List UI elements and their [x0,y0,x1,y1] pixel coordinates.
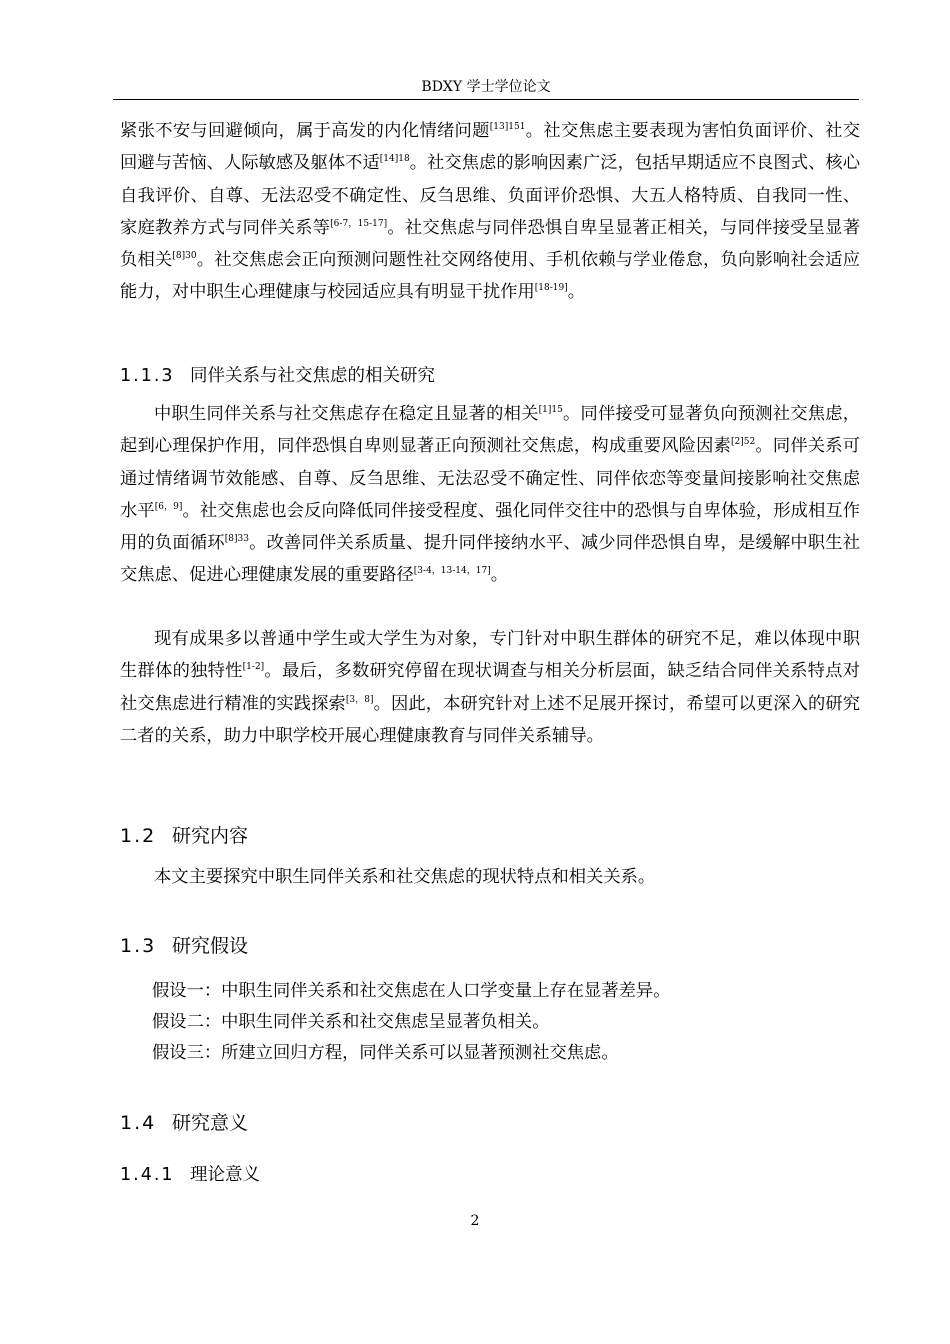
section-heading-1-4-1 [120,1163,260,1187]
hypothesis-2: 假设二：中职生同伴关系和社交焦虑呈显著负相关。 [152,1012,550,1032]
section-number: 1.3 [120,935,157,957]
citation-marker: [2]52 [731,437,756,448]
section-number: 1.1.3 [120,366,175,386]
section-number: 1.4.1 [120,1165,175,1185]
text-run: 。因此，本研究针对上述不足展开探讨，希望可以更深入的研究二者的关系，助力中职学校开展心理健康教育与同伴关系辅导。 [120,693,860,746]
text-run: 本文主要探究中职生同伴关系和社交焦虑的现状特点和相关关系。 [154,867,656,887]
text-run: 。社交焦虑会正向预测问题性社交网络使用、手机依赖与学业倦怠，负向影响社会适应能力，对中职生心理健康与校园适应具有明显干扰作用 [120,250,860,303]
running-header: BDXY 学士学位论文 [421,79,551,95]
text-run: 。社交焦虑的影响因素广泛，包括早期适应不良图式、核心自我评价、自尊、无法忍受不确定性、反刍思维、负面评价恐惧、大五人格特质、自我同一性、家庭教养方式与同伴关系等 [120,153,860,238]
citation-marker: [18-19] [534,283,568,294]
text-run: 。社交焦虑主要表现为害怕负面评价、社交回避与苦恼、人际敏感及躯体不适 [120,121,860,174]
section-number: 1.2 [120,825,157,847]
section-heading-1-4 [120,1110,248,1136]
hypothesis-3: 假设三：所建立回归方程，同伴关系可以显著预测社交焦虑。 [152,1043,619,1063]
section-heading-1-3 [120,933,248,959]
citation-marker: [3，8] [345,694,374,705]
paragraph-research-gap [120,623,860,752]
text-run: 。改善同伴关系质量、提升同伴接纳水平、减少同伴恐惧自卑，是缓解中职生社交焦虑、促进心理健康发展的重要路径 [120,533,860,586]
citation-marker: [1]15 [538,405,563,415]
paragraph-social-anxiety-overview [120,115,860,309]
text-run: 中职生同伴关系与社交焦虑存在稳定且显著的相关 [154,404,539,424]
citation-marker: [8]33 [224,534,249,545]
paragraph-research-content [120,861,860,893]
citation-marker: [3-4，13-14，17] [413,566,491,577]
section-title: 同伴关系与社交焦虑的相关研究 [190,366,435,386]
citation-marker: [6，9] [154,501,183,512]
section-heading-1-1-3 [120,364,435,388]
text-run: 。社交焦虑与同伴恐惧自卑呈显著正相关，与同伴接受呈显著负相关 [120,217,860,271]
hypothesis-1: 假设一：中职生同伴关系和社交焦虑在人口学变量上存在显著差异。 [152,981,671,1001]
citation-marker: [14]18 [379,154,410,165]
citation-marker: [6-7，15-17] [330,218,388,229]
citation-marker: [13]151 [489,122,526,132]
page-number: 2 [470,1213,480,1229]
section-title: 研究意义 [172,1112,249,1134]
citation-marker: [1-2] [242,662,265,673]
text-run: 。 [490,565,509,586]
section-number: 1.4 [120,1112,157,1134]
section-title: 研究内容 [172,825,249,847]
header-rule [113,99,859,100]
text-run: 。社交焦虑也会反向降低同伴接受程度、强化同伴交往中的恐惧与自卑体验，形成相互作用的负面循环 [120,500,860,554]
text-run: 紧张不安与回避倾向，属于高发的内化情绪问题 [120,121,490,141]
text-run: 现有成果多以普通中学生或大学生为对象，专门针对中职生群体的研究不足，难以体现中职生群体的独特性 [120,629,860,682]
text-run: 。同伴接受可显著负向预测社交焦虑，起到心理保护作用，同伴恐惧自卑则显著正向预测社交焦虑，构成重要风险因素 [120,404,860,457]
citation-marker: [8]30 [172,251,197,262]
text-run: 。最后，多数研究停留在现状调查与相关分析层面，缺乏结合同伴关系特点对社交焦虑进行精准的实践探索 [120,661,860,714]
paragraph-peer-relation-anxiety [120,398,860,592]
section-title: 理论意义 [190,1165,260,1185]
section-heading-1-2 [120,823,248,849]
section-title: 研究假设 [172,935,249,957]
text-run: 。 [567,282,586,303]
text-run: 。同伴关系可通过情绪调节效能感、自尊、反刍思维、无法忍受不确定性、同伴依恋等变量间接影响社交焦虑水平 [120,436,860,521]
